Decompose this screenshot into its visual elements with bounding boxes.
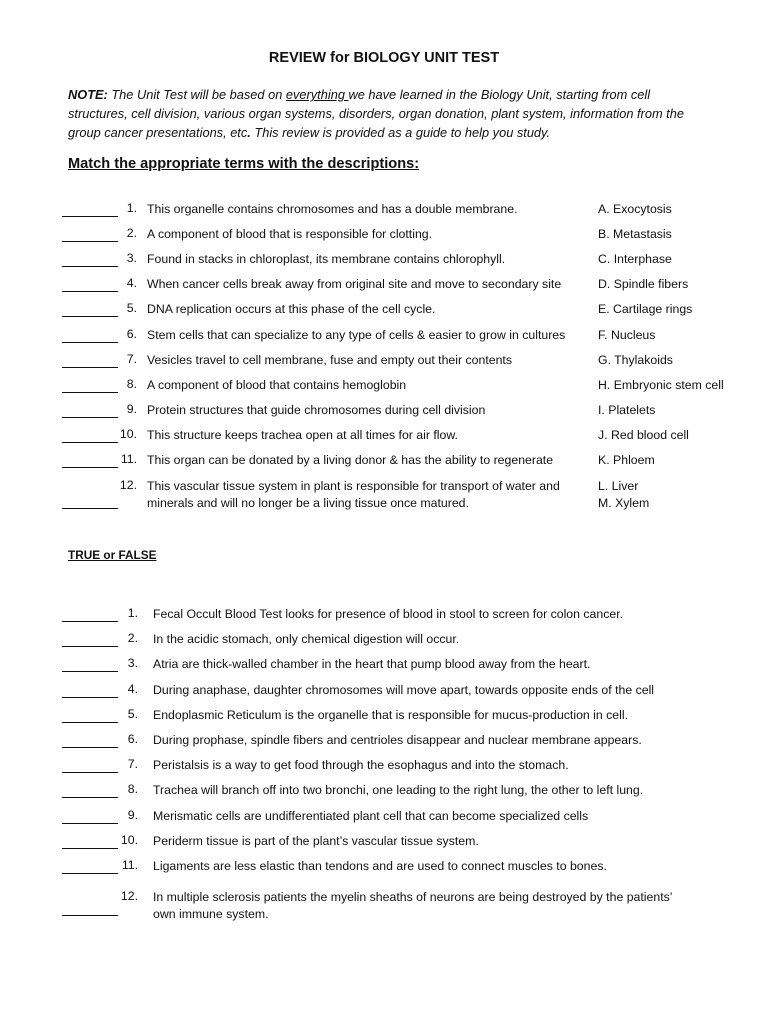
statement-text-line2: own immune system. [153, 907, 269, 921]
answer-blank[interactable] [62, 772, 118, 773]
item-number: 12. [119, 478, 137, 492]
answer-blank[interactable] [62, 467, 118, 468]
answer-option: C. Interphase [598, 252, 672, 266]
statement-text: Fecal Occult Blood Test looks for presence of blood in stool to screen for colon cancer. [153, 607, 624, 621]
answer-blank[interactable] [62, 291, 118, 292]
answer-blank[interactable] [62, 823, 118, 824]
item-description: This organ can be donated by a living donor & has the ability to regenerate [147, 453, 554, 467]
item-number: 4. [127, 682, 138, 696]
item-description: This structure keeps trachea open at all times for air flow. [147, 428, 458, 442]
answer-blank[interactable] [62, 797, 118, 798]
item-description: When cancer cells break away from original site and move to secondary site [147, 277, 562, 291]
answer-blank[interactable] [62, 915, 118, 916]
answer-option: L. Liver [598, 479, 639, 493]
item-number: 5. [126, 301, 137, 315]
answer-blank[interactable] [62, 266, 118, 267]
statement-text: Periderm tissue is part of the plant’s vascular tissue system. [153, 834, 479, 848]
matching-heading: Match the appropriate terms with the descriptions: [68, 156, 420, 172]
item-number: 9. [126, 402, 137, 416]
item-number: 9. [127, 808, 138, 822]
item-number: 11. [120, 452, 137, 466]
answer-option: A. Exocytosis [598, 202, 672, 216]
answer-blank[interactable] [62, 747, 118, 748]
answer-option: H. Embryonic stem cell [598, 378, 724, 392]
statement-text: During prophase, spindle fibers and centrioles disappear and nuclear membrane appears. [153, 733, 642, 747]
answer-blank[interactable] [62, 241, 118, 242]
page-title: REVIEW for BIOLOGY UNIT TEST [268, 50, 500, 66]
item-description: Found in stacks in chloroplast, its membrane contains chlorophyll. [147, 252, 506, 266]
answer-blank[interactable] [62, 646, 118, 647]
answer-blank[interactable] [62, 442, 118, 443]
item-description: Protein structures that guide chromosomes during cell division [147, 403, 486, 417]
item-number: 11. [121, 858, 138, 872]
answer-option: F. Nucleus [598, 328, 656, 342]
answer-blank[interactable] [62, 508, 118, 509]
item-number: 4. [126, 276, 137, 290]
answer-blank[interactable] [62, 722, 118, 723]
statement-text: Trachea will branch off into two bronchi, one leading to the right lung, the other to left lung. [153, 783, 644, 797]
statement-text: Endoplasmic Reticulum is the organelle that is responsible for mucus-production in cell. [153, 708, 629, 722]
answer-blank[interactable] [62, 316, 118, 317]
item-number: 2. [126, 226, 137, 240]
item-number: 3. [127, 656, 138, 670]
item-number: 5. [127, 707, 138, 721]
note-text-after: we have learned in the Biology Unit, starting from cell structures, cell division, various organ systems, disorders, organ donation, plant system, information from the group cancer presentations, etc [68, 87, 684, 140]
item-description: Stem cells that can specialize to any type of cells & easier to grow in cultures [147, 328, 566, 342]
item-number: 2. [127, 631, 138, 645]
item-number: 1. [126, 201, 137, 215]
item-description: DNA replication occurs at this phase of the cell cycle. [147, 302, 436, 316]
item-number: 8. [127, 782, 138, 796]
note-label: NOTE: [68, 87, 108, 102]
item-description: This vascular tissue system in plant is responsible for transport of water and [147, 479, 560, 493]
item-number: 3. [126, 251, 137, 265]
item-number: 10. [119, 427, 137, 441]
statement-text: Ligaments are less elastic than tendons and are used to connect muscles to bones. [153, 859, 607, 873]
answer-blank[interactable] [62, 671, 118, 672]
item-number: 6. [127, 732, 138, 746]
answer-option: D. Spindle fibers [598, 277, 689, 291]
answer-option: B. Metastasis [598, 227, 672, 241]
note-text-before: The Unit Test will be based on [107, 87, 286, 102]
item-number: 1. [127, 606, 138, 620]
item-description: Vesicles travel to cell membrane, fuse and empty out their contents [147, 353, 512, 367]
item-description: A component of blood that is responsible for clotting. [147, 227, 433, 241]
note-period: . [247, 125, 251, 140]
item-number: 8. [126, 377, 137, 391]
answer-blank[interactable] [62, 621, 118, 622]
statement-text: During anaphase, daughter chromosomes will move apart, towards opposite ends of the cell [153, 683, 655, 697]
item-number: 7. [126, 352, 137, 366]
answer-option: M. Xylem [598, 496, 650, 510]
statement-text: In the acidic stomach, only chemical digestion will occur. [153, 632, 460, 646]
true-false-heading: TRUE or FALSE [68, 548, 157, 562]
answer-blank[interactable] [62, 392, 118, 393]
statement-text: In multiple sclerosis patients the myelin sheaths of neurons are being destroyed by the patients’ [153, 890, 673, 904]
answer-blank[interactable] [62, 342, 118, 343]
item-description-line2: minerals and will no longer be a living tissue once matured. [147, 496, 469, 510]
answer-blank[interactable] [62, 848, 118, 849]
answer-blank[interactable] [62, 367, 118, 368]
answer-option: E. Cartilage rings [598, 302, 693, 316]
note-paragraph [68, 85, 708, 142]
answer-blank[interactable] [62, 873, 118, 874]
item-number: 6. [126, 327, 137, 341]
note-emphasis: everything [285, 87, 349, 102]
item-number: 7. [127, 757, 138, 771]
item-description: A component of blood that contains hemoglobin [147, 378, 407, 392]
statement-text: Atria are thick-walled chamber in the heart that pump blood away from the heart. [153, 657, 591, 671]
answer-blank[interactable] [62, 417, 118, 418]
item-description: This organelle contains chromosomes and has a double membrane. [147, 202, 518, 216]
statement-text: Peristalsis is a way to get food through the esophagus and into the stomach. [153, 758, 569, 772]
statement-text: Merismatic cells are undifferentiated plant cell that can become specialized cells [153, 809, 589, 823]
answer-blank[interactable] [62, 697, 118, 698]
answer-option: J. Red blood cell [598, 428, 689, 442]
answer-option: K. Phloem [598, 453, 655, 467]
note-closing: This review is provided as a guide to help you study. [250, 125, 551, 140]
answer-blank[interactable] [62, 216, 118, 217]
answer-option: I. Platelets [598, 403, 656, 417]
item-number: 12. [120, 889, 138, 903]
item-number: 10. [120, 833, 138, 847]
answer-option: G. Thylakoids [598, 353, 673, 367]
